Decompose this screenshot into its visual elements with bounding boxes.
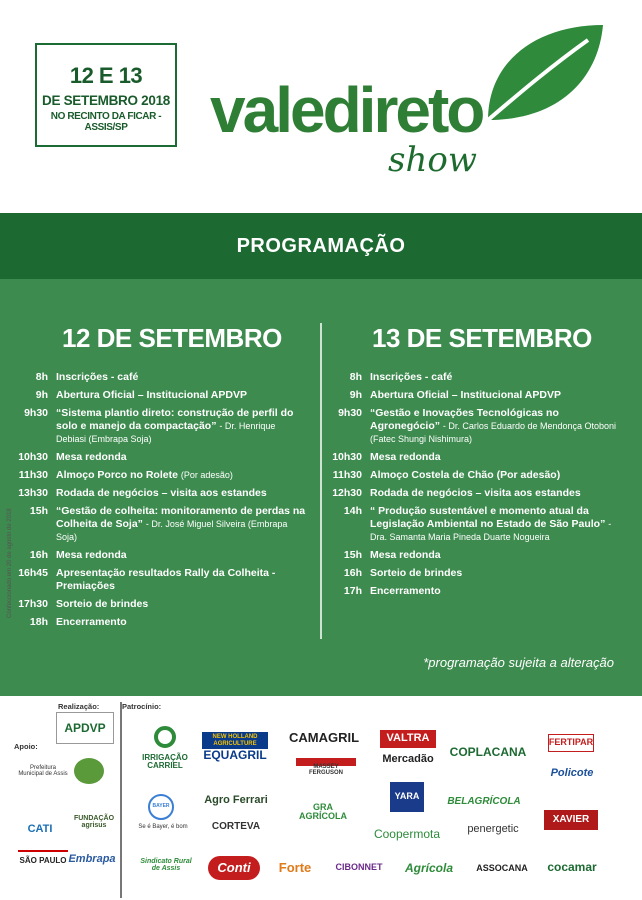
massey-logo: MASSEY FERGUSON	[296, 758, 356, 774]
schedule-time: 12h30	[332, 487, 362, 499]
schedule-text: Mesa redonda	[370, 451, 441, 463]
schedule-text-wrap	[370, 549, 630, 562]
realizacao-label: Realização:	[58, 702, 100, 711]
schedule-row	[330, 567, 630, 580]
camagril-logo: CAMAGRIL	[288, 730, 360, 746]
coopermota-logo: Coopermota	[373, 826, 441, 841]
schedule-text-wrap	[370, 469, 630, 482]
schedule-text: Encerramento	[56, 616, 127, 628]
schedule-time: 9h30	[338, 407, 362, 419]
schedule-text-wrap	[56, 389, 306, 402]
schedule-text: Apresentação resultados Rally da Colheita - Premiações	[56, 567, 276, 592]
schedule-speaker: - Dr. Henrique Debiasi (Embrapa Soja)	[56, 421, 276, 444]
schedule-time: 13h30	[18, 487, 48, 499]
schedule-time: 9h	[35, 389, 48, 401]
day2-column	[330, 323, 630, 603]
valedireto-logo	[210, 20, 610, 190]
schedule-time: 11h30	[332, 469, 362, 481]
schedule-row	[16, 371, 306, 384]
schedule-time: 15h	[343, 549, 362, 561]
schedule-time: 10h30	[18, 451, 48, 463]
day1-title: 12 DE SETEMBRO	[62, 323, 282, 353]
schedule-time: 8h	[349, 371, 362, 383]
embrapa-logo: Embrapa	[68, 853, 116, 866]
schedule-row	[16, 567, 306, 593]
schedule-text-wrap	[56, 505, 306, 544]
schedule-text: Almoço Porco no Rolete	[56, 469, 178, 481]
event-location: NO RECINTO DA FICAR - ASSIS/SP	[50, 111, 162, 133]
cibonnet-logo: CIBONNET	[335, 862, 383, 873]
schedule-text: “Gestão e Inovações Tecnológicas no Agronegócio”	[370, 407, 559, 432]
schedule-text: Abertura Oficial – Institucional APDVP	[370, 389, 561, 401]
schedule-time: 17h30	[18, 598, 48, 610]
schedule-row	[16, 505, 306, 544]
side-note: Confeccionado em 20 de agosto de 2018	[7, 508, 13, 618]
schedule-speaker: (Por adesão)	[180, 470, 233, 480]
schedule-time: 16h	[29, 549, 48, 561]
agrisus-logo: FUNDAÇÃO agrisus	[73, 814, 115, 829]
apoio-label: Apoio:	[14, 742, 38, 751]
schedule-row	[16, 407, 306, 446]
schedule-text-wrap	[56, 407, 306, 446]
schedule-text: Rodada de negócios – visita aos estandes	[56, 487, 267, 499]
schedule-row	[16, 389, 306, 402]
schedule-text-wrap	[56, 598, 306, 611]
logo-vale: vale	[210, 74, 323, 146]
prefeitura-logo: Prefeitura Municipal de Assis	[18, 764, 68, 777]
irrigacao-carriel-logo	[140, 720, 190, 776]
schedule-time: 18h	[29, 616, 48, 628]
policote-logo: Policote	[550, 767, 594, 780]
schedule-text-wrap	[370, 451, 630, 464]
schedule-time: 8h	[35, 371, 48, 383]
agricola-logo: Agrícola	[404, 860, 453, 875]
saopaulo-logo: SÃO PAULO	[18, 850, 68, 870]
schedule-row	[16, 451, 306, 464]
schedule-speaker: - Dr. Carlos Eduardo de Mendonça Otoboni (Fatec Shungi Nishimura)	[370, 421, 617, 444]
logo-wordmark	[210, 74, 483, 146]
schedule-text: “Sistema plantio direto: construção de perfil do solo e manejo da compactação”	[56, 407, 294, 432]
equagril-label: EQUAGRIL	[203, 748, 267, 762]
programacao-banner: PROGRAMAÇÃO	[0, 213, 642, 279]
sponsors-section	[0, 696, 642, 900]
schedule-row	[330, 487, 630, 500]
schedule-text-wrap	[56, 487, 306, 500]
schedule-row	[16, 549, 306, 562]
event-dates: 12 E 13	[69, 63, 143, 88]
day2-title: 13 DE SETEMBRO	[372, 323, 592, 353]
schedule-text-wrap	[56, 469, 306, 482]
schedule-text-wrap	[56, 549, 306, 562]
schedule-time: 17h	[343, 585, 362, 597]
logo-direto: direto	[322, 74, 483, 146]
schedule-text: Mesa redonda	[56, 549, 127, 561]
patrocinio-label: Patrocínio:	[122, 702, 162, 711]
schedule-row	[330, 451, 630, 464]
irrigacao-label: IRRIGAÇÃO CARRIEL	[142, 752, 188, 770]
day2-schedule	[330, 371, 630, 598]
equagril-logo	[202, 730, 268, 764]
apdvp-logo: APDVP	[56, 712, 114, 744]
schedule-text: Sorteio de brindes	[370, 567, 463, 579]
schedule-row	[16, 487, 306, 500]
assocana-logo: ASSOCANA	[476, 863, 528, 874]
program-section	[0, 279, 642, 696]
fertipar-logo: FERTIPAR	[548, 734, 594, 752]
bayer-logo: BAYER	[148, 794, 174, 820]
coplacana-logo: COPLACANA	[449, 744, 527, 759]
event-date-box	[35, 43, 177, 147]
schedule-row	[330, 585, 630, 598]
sindicato-logo: Sindicato Rural de Assis	[140, 857, 192, 872]
schedule-text: “ Produção sustentável e momento atual da Legislação Ambiental no Estado de São Paulo”	[370, 505, 606, 530]
schedule-row	[330, 389, 630, 402]
schedule-time: 10h30	[332, 451, 362, 463]
schedule-time: 14h	[343, 505, 362, 517]
schedule-text-wrap	[370, 371, 630, 384]
schedule-row	[330, 469, 630, 482]
schedule-speaker: - Dra. Samanta Maria Pineda Duarte Nogueira	[370, 519, 612, 542]
schedule-text: Mesa redonda	[370, 549, 441, 561]
apoio-seal-icon	[74, 758, 104, 784]
schedule-speaker: - Dr. José Miguel Silveira (Embrapa Soja)	[56, 519, 288, 542]
logo-show: show	[388, 140, 477, 180]
schedule-text-wrap	[370, 585, 630, 598]
schedule-time: 16h45	[18, 567, 48, 579]
schedule-text: Sorteio de brindes	[56, 598, 149, 610]
schedule-text: Encerramento	[370, 585, 441, 597]
schedule-text: “Gestão de colheita: monitoramento de perdas na Colheita de Soja”	[56, 505, 306, 530]
corteva-logo: CORTEVA	[211, 820, 261, 832]
cocamar-logo: cocamar	[547, 859, 597, 874]
schedule-text: Mesa redonda	[56, 451, 127, 463]
conti-logo: Conti	[208, 856, 260, 880]
newholland-label: NEW HOLLAND AGRICULTURE	[202, 732, 268, 749]
cati-logo: CATI	[27, 823, 53, 836]
xavier-logo: XAVIER	[544, 810, 598, 830]
leaf-icon	[478, 20, 608, 130]
schedule-time: 9h	[349, 389, 362, 401]
gra-agricola-logo: GRA AGRÍCOLA	[299, 801, 347, 821]
schedule-text-wrap	[56, 371, 306, 384]
schedule-text-wrap	[56, 451, 306, 464]
forte-logo: Forte	[278, 860, 312, 876]
schedule-row	[330, 407, 630, 446]
schedule-row	[330, 549, 630, 562]
irrigacao-icon	[154, 726, 176, 748]
schedule-text: Rodada de negócios – visita aos estandes	[370, 487, 581, 499]
schedule-text-wrap	[370, 505, 630, 544]
program-note: *programação sujeita a alteração	[423, 655, 614, 670]
schedule-text-wrap	[56, 567, 306, 593]
sponsor-divider	[120, 702, 122, 898]
day1-column	[16, 323, 306, 634]
bayer-slogan: Se é Bayer, é bom	[138, 823, 188, 830]
schedule-text-wrap	[370, 407, 630, 446]
schedule-row	[16, 469, 306, 482]
yara-logo: YARA	[390, 782, 424, 812]
day1-schedule	[16, 371, 306, 629]
schedule-time: 15h	[29, 505, 48, 517]
schedule-text-wrap	[56, 616, 306, 629]
belagricola-logo: BELAGRÍCOLA	[447, 795, 521, 807]
mercadao-logo: Mercadão	[382, 753, 434, 766]
penergetic-logo: penergetic	[467, 823, 519, 836]
schedule-text: Almoço Costela de Chão (Por adesão)	[370, 469, 561, 481]
schedule-row	[16, 616, 306, 629]
schedule-text: Abertura Oficial – Institucional APDVP	[56, 389, 247, 401]
schedule-time: 9h30	[24, 407, 48, 419]
schedule-text: Inscrições - café	[370, 371, 453, 383]
schedule-row	[330, 371, 630, 384]
schedule-time: 16h	[343, 567, 362, 579]
schedule-text-wrap	[370, 389, 630, 402]
schedule-text: Inscrições - café	[56, 371, 139, 383]
schedule-text-wrap	[370, 487, 630, 500]
valtra-logo: VALTRA	[380, 730, 436, 748]
event-month: DE SETEMBRO 2018	[42, 93, 170, 108]
agroferrari-logo: Agro Ferrari	[204, 794, 268, 807]
schedule-time: 11h30	[18, 469, 48, 481]
schedule-text-wrap	[370, 567, 630, 580]
column-divider	[320, 323, 322, 639]
schedule-row	[16, 598, 306, 611]
schedule-row	[330, 505, 630, 544]
